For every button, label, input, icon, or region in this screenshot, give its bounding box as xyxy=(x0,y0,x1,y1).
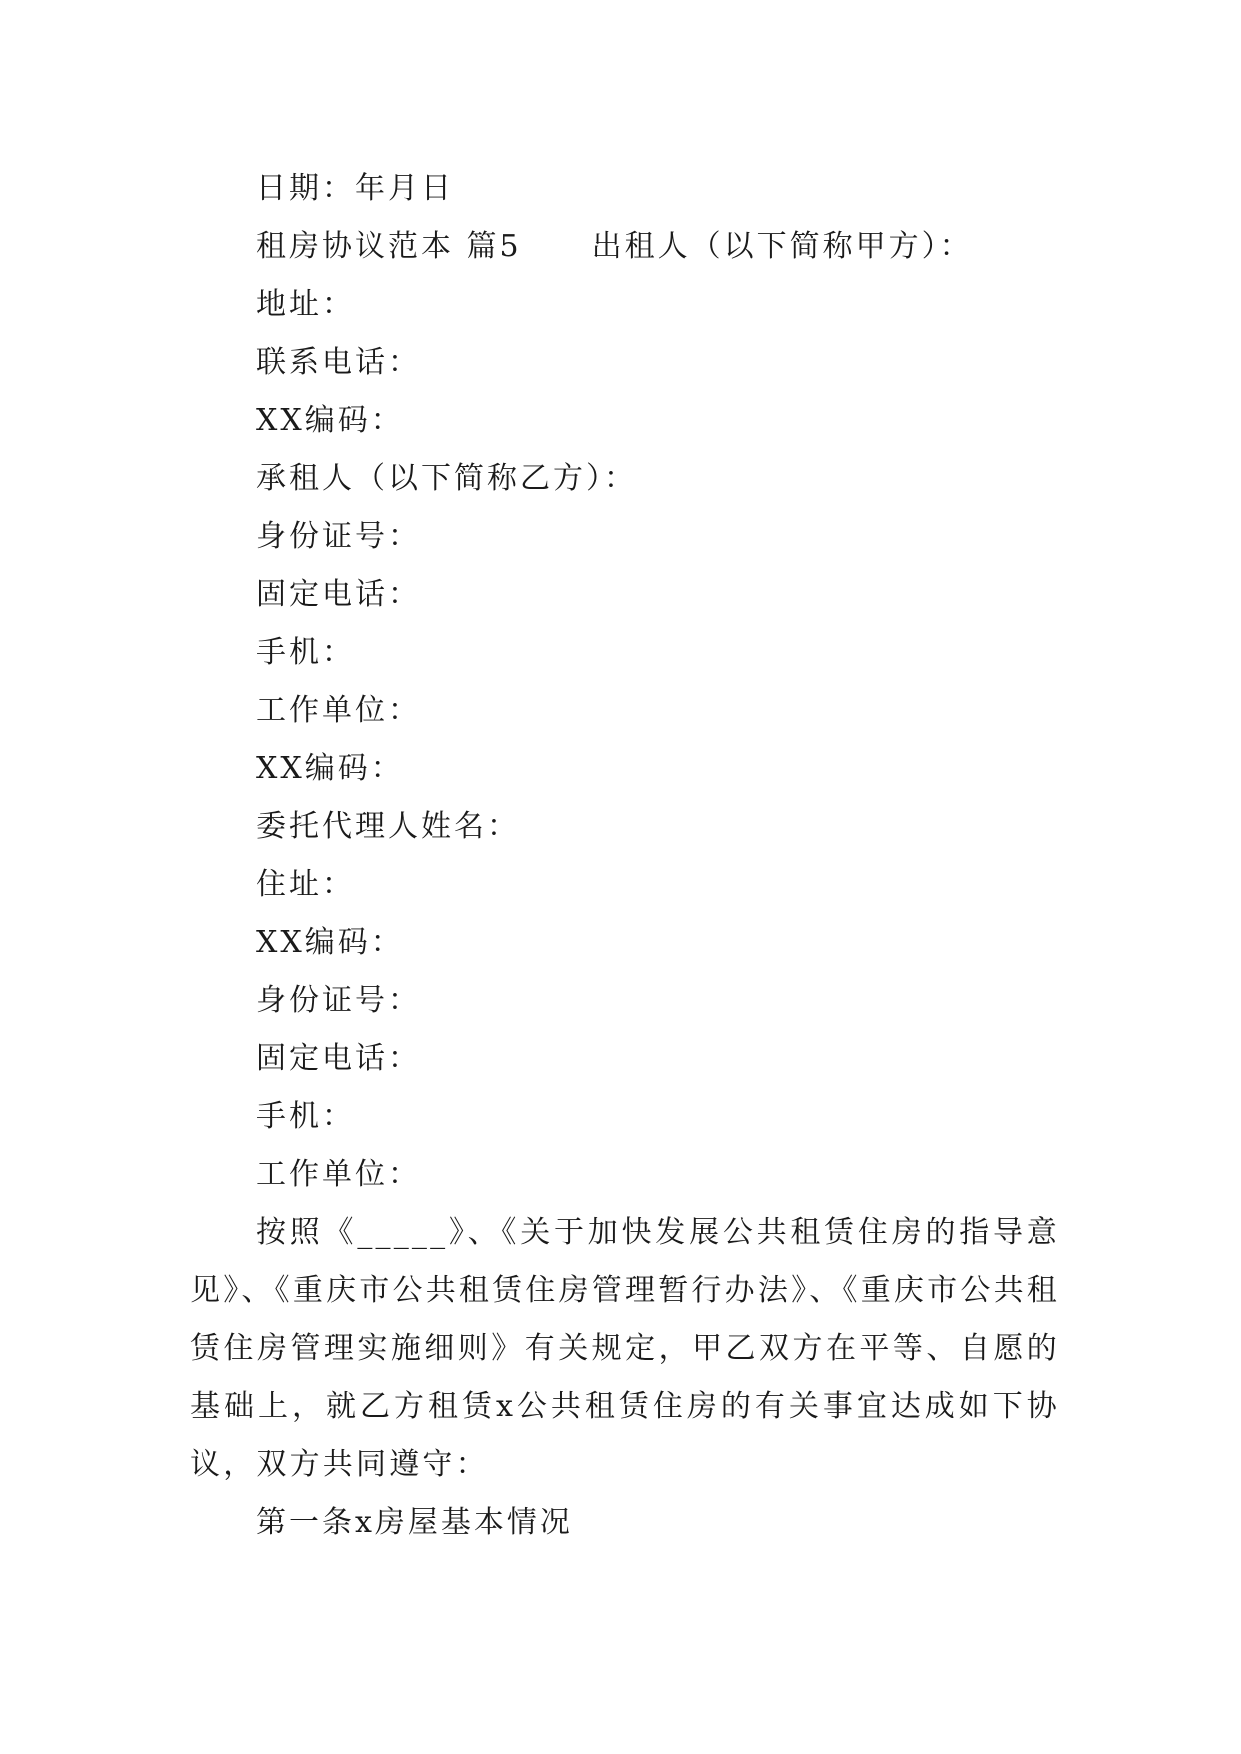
field-mobile: 手机： xyxy=(256,635,355,670)
field-lessee: 承租人（以下简称乙方）： xyxy=(256,461,637,496)
document-content xyxy=(190,160,1060,1552)
field-id-number-2: 身份证号： xyxy=(256,983,421,1018)
article-heading: 第一条x房屋基本情况 xyxy=(256,1505,573,1540)
field-id-number: 身份证号： xyxy=(256,519,421,554)
field-landline-2: 固定电话： xyxy=(256,1041,421,1076)
lessor-label: 出租人（以下简称甲方）： xyxy=(591,229,973,264)
field-employer: 工作单位： xyxy=(256,693,421,728)
field-agent-name: 委托代理人姓名： xyxy=(256,809,520,844)
field-address: 地址： xyxy=(256,287,355,322)
field-postal-code-2: XX编码： xyxy=(256,751,404,786)
body-paragraph: 按照《_____》、《关于加快发展公共租赁住房的指导意见》、《重庆市公共租赁住房管理暂行办法》、《重庆市公共租赁住房管理实施细则》有关规定，甲乙双方在平等、自愿的基础上，就乙方租赁x公共租赁住房的有关事宜达成如下协议，双方共同遵守： xyxy=(190,1215,1060,1482)
field-residence: 住址： xyxy=(256,867,355,902)
field-mobile-2: 手机： xyxy=(256,1099,355,1134)
date-line: 日期：年月日 xyxy=(256,171,454,206)
agreement-title: 租房协议范本 篇5 xyxy=(256,229,522,264)
field-contact-phone: 联系电话： xyxy=(256,345,421,380)
field-postal-code: XX编码： xyxy=(256,403,404,438)
field-landline: 固定电话： xyxy=(256,577,421,612)
heading-line xyxy=(190,218,1060,276)
field-postal-code-3: XX编码： xyxy=(256,925,404,960)
field-employer-2: 工作单位： xyxy=(256,1157,421,1192)
